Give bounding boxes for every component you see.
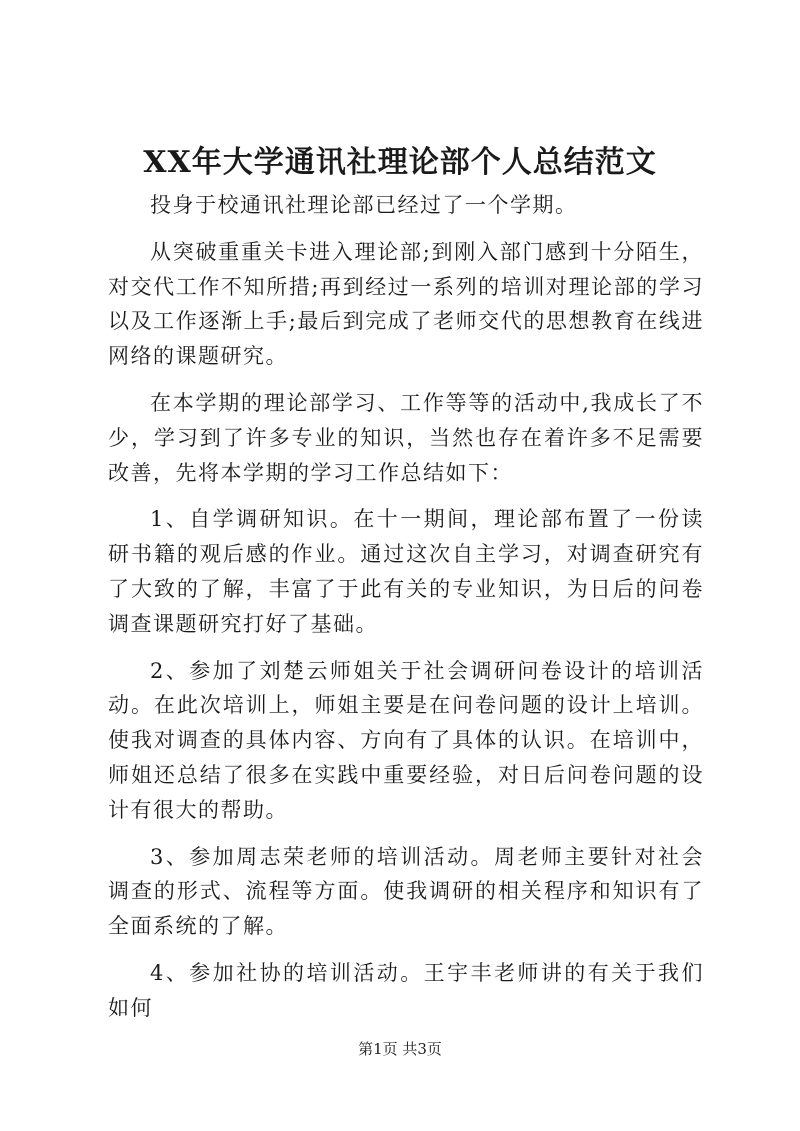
paragraph: 2、参加了刘楚云师姐关于社会调研问卷设计的培训活动。在此次培训上，师姐主要是在问卷问题的设计上培训。使我对调查的具体内容、方向有了具体的认识。在培训中，师姐还总结了很多在实践中重要经验，对日后问卷问题的设计有很大的帮助。 [108, 658, 704, 822]
paragraph: 3、参加周志荣老师的培训活动。周老师主要针对社会调查的形式、流程等方面。使我调研的相关程序和知识有了全面系统的了解。 [108, 844, 704, 939]
page-number-footer: 第1页 共3页 [358, 1040, 442, 1058]
paragraph: 在本学期的理论部学习、工作等等的活动中,我成长了不少，学习到了许多专业的知识，当然也存在着许多不足需要改善，先将本学期的学习工作总结如下： [108, 390, 704, 485]
paragraph: 投身于校通讯社理论部已经过了一个学期。 [150, 193, 578, 217]
paragraph: 1、自学调研知识。在十一期间，理论部布置了一份读研书籍的观后感的作业。通过这次自主学习，对调查研究有了大致的了解，丰富了于此有关的专业知识，为日后的问卷调查课题研究打好了基础。 [108, 507, 704, 636]
paragraph: 从突破重重关卡进入理论部;到刚入部门感到十分陌生，对交代工作不知所措;再到经过一系列的培训对理论部的学习以及工作逐渐上手;最后到完成了老师交代的思想教育在线进网络的课题研究。 [108, 239, 704, 369]
paragraph: 4、参加社协的培训活动。王宇丰老师讲的有关于我们如何 [108, 960, 704, 1020]
document-title: XX年大学通讯社理论部个人总结范文 [143, 145, 657, 180]
document-body [108, 188, 704, 1038]
